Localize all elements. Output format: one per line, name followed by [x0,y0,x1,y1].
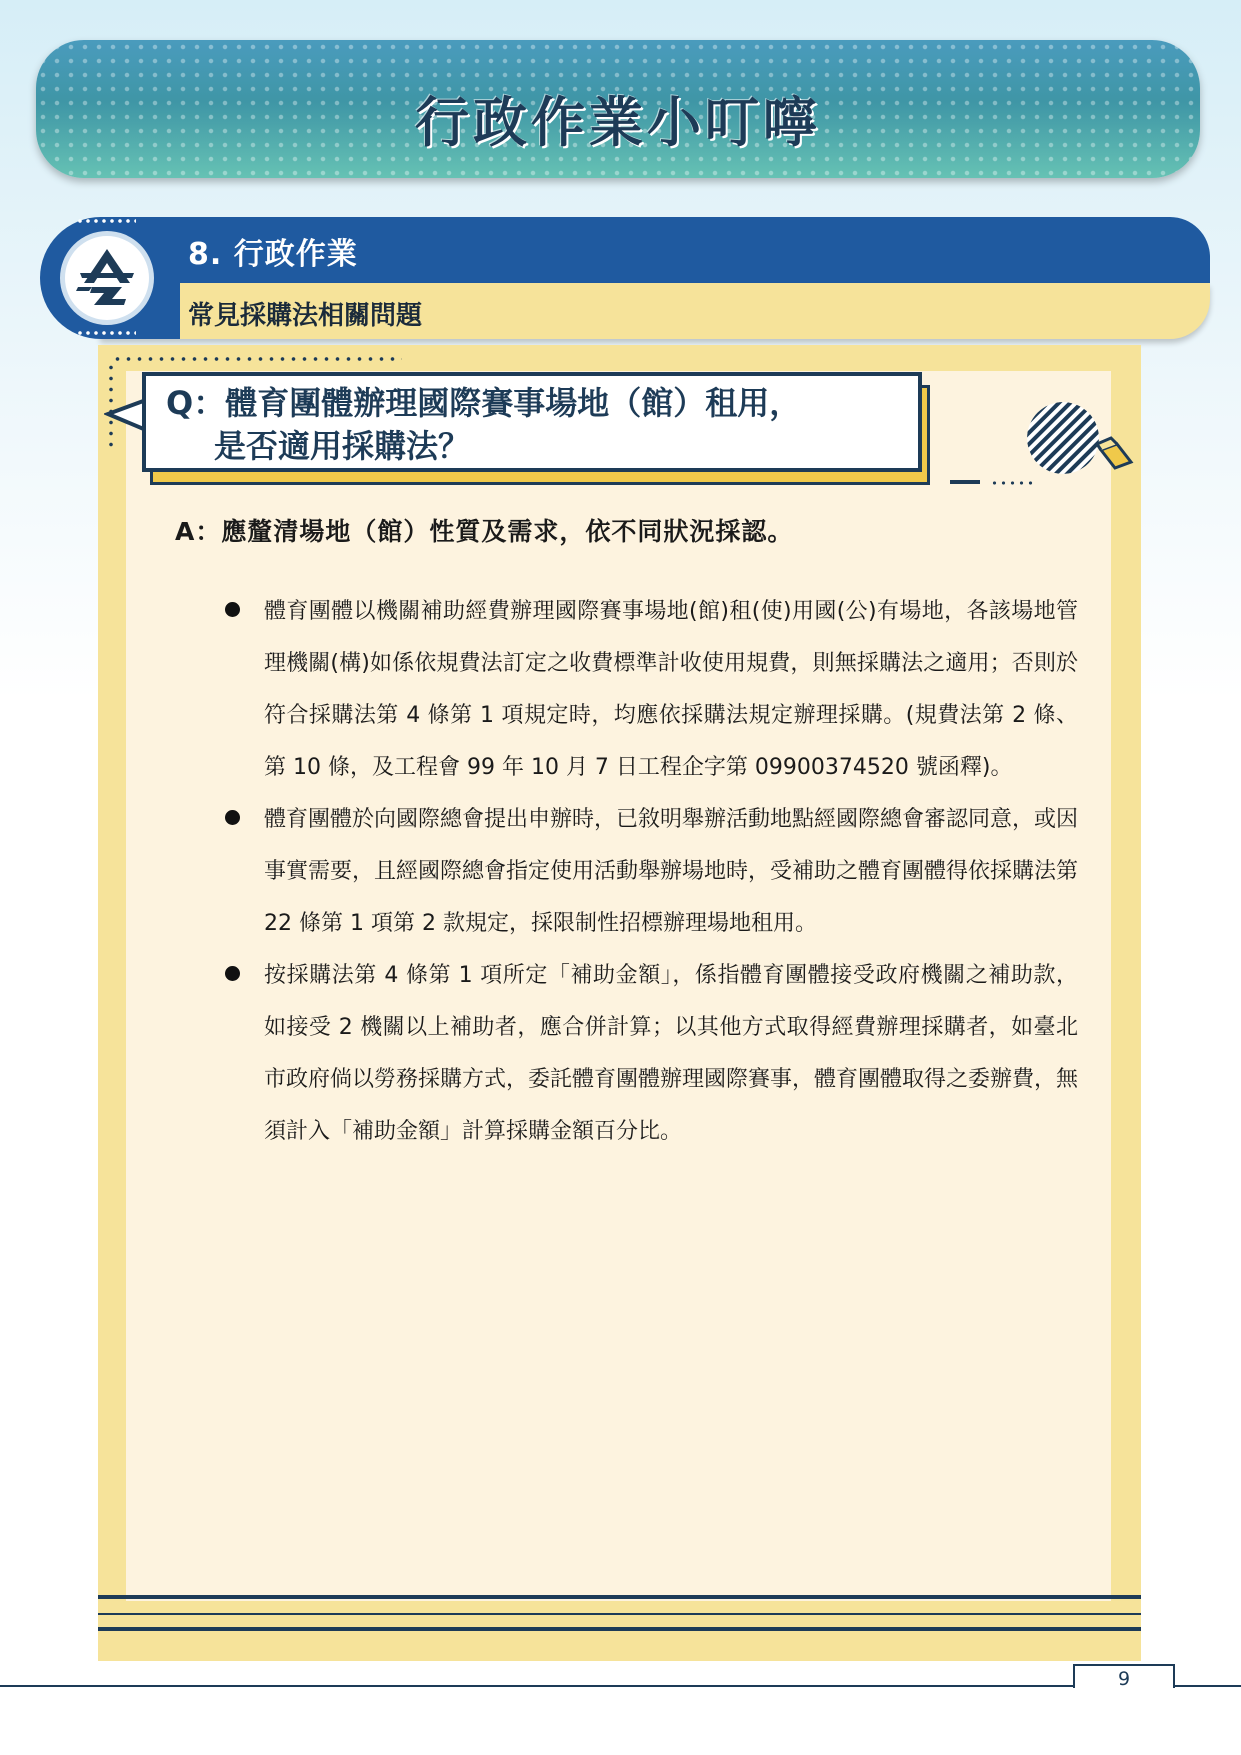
rule-line [98,1613,1141,1615]
bullet-icon [225,810,240,825]
hatched-circle-icon [1025,400,1135,480]
dots-decoration [76,331,136,335]
footer-line [0,1685,1241,1687]
answer-list [228,586,1078,1158]
question-line-2: 是否適用採購法？ [214,427,471,465]
list-item-text: 體育團體於向國際總會提出申辦時，已敘明舉辦活動地點經國際總會審認同意，或因事實需要，且經國際總會指定使用活動舉辦場地時，受補助之體育團體得依採購法第 22 條第 1 項第 2 款規定，採限制性招標辦理場地租用。 [264,807,1079,936]
rule-line [98,1627,1141,1631]
list-item-text: 體育團體以機關補助經費辦理國際賽事場地(館)租(使)用國(公)有場地，各該場地管理機關(構)如係依規費法訂定之收費標準計收使用規費，則無採購法之適用；否則於符合採購法第 4 條第 1 項規定時，均應依採購法規定辦理採購。(規費法第 2 條、第 10 條，及工程會 99 年 10 月 7 日工程企字第 09900374520 號函釋)。 [264,599,1078,780]
dots-decoration [112,356,402,362]
list-item [228,586,1078,794]
section-header [40,217,1210,339]
dash-decoration [950,480,980,484]
section-subtitle: 常見採購法相關問題 [188,301,423,331]
question-text [166,382,906,468]
page-tab [1073,1664,1175,1688]
bullet-icon [225,602,240,617]
section-cap [40,217,180,339]
dots-decoration [990,481,1035,485]
section-title: 8. 行政作業 [188,237,358,272]
list-item-text: 按採購法第 4 條第 1 項所定「補助金額」，係指體育團體接受政府機關之補助款，如接受 2 機關以上補助者，應合併計算；以其他方式取得經費辦理採購者，如臺北市政府倘以勞務採購方式，委託體育團體辦理國際賽事，體育團體取得之委辦費，無須計入「補助金額」計算採購金額百分比。 [264,963,1079,1144]
banner-title: 行政作業小叮嚀 [415,91,821,154]
rule-line [98,1595,1141,1599]
list-item [228,794,1078,950]
sports-emblem-icon [60,231,154,325]
question-line-1: Q：體育團體辦理國際賽事場地（館）租用， [166,384,802,422]
bullet-icon [225,966,240,981]
answer-heading: A：應釐清場地（館）性質及需求，依不同狀況採認。 [175,517,794,546]
top-banner [36,40,1200,178]
dots-decoration [76,219,136,223]
page-number: 9 [1117,1668,1131,1690]
list-item [228,950,1078,1158]
question-box [142,372,922,472]
